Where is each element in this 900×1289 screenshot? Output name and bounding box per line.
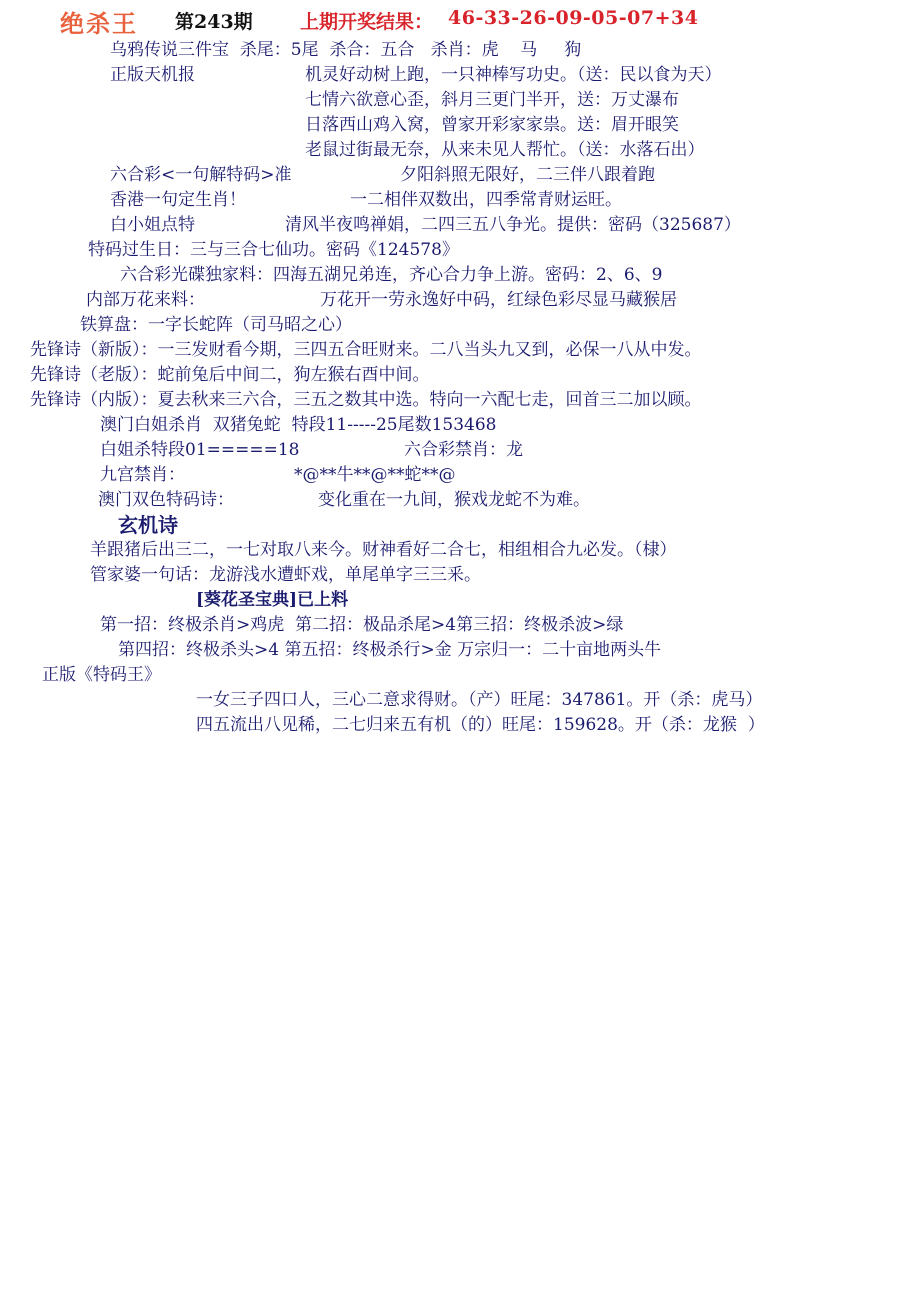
bulletin-text: 七情六欲意心歪，斜月三更门半开，送：万丈瀑布 xyxy=(305,90,679,110)
bulletin-text: 六合彩光碟独家料：四海五湖兄弟连，齐心合力争上游。密码：2、6、9 xyxy=(120,265,663,285)
bulletin-text: 万花开一劳永逸好中码，红绿色彩尽显马藏猴居 xyxy=(320,290,677,310)
bulletin-text: 正版天机报 xyxy=(110,65,195,85)
bulletin-text: 第一招：终极杀肖>鸡虎 第二招：极品杀尾>4第三招：终极杀波>绿 xyxy=(100,615,624,635)
bulletin-text: 夕阳斜照无限好，二三伴八跟着跑 xyxy=(400,165,655,185)
bulletin-line xyxy=(0,163,900,188)
bulletin-text: 老鼠过街最无奈，从来未见人帮忙。（送：水落石出） xyxy=(305,140,705,160)
bulletin-line xyxy=(0,63,900,88)
bulletin-line xyxy=(0,638,900,663)
bulletin-line xyxy=(0,138,900,163)
bulletin-line xyxy=(0,288,900,313)
bulletin-text: 白小姐点特 xyxy=(110,215,195,235)
bulletin-text: *@**牛**@**蛇**@ xyxy=(294,465,456,485)
bulletin-text: 先锋诗（老版）：蛇前兔后中间二，狗左猴右酉中间。 xyxy=(30,365,430,385)
bulletin-text: 六合彩禁肖：龙 xyxy=(404,440,523,460)
previous-result-label: 上期开奖结果： xyxy=(300,11,434,33)
bulletin-line xyxy=(0,338,900,363)
previous-result-value: 46-33-26-09-05-07+34 xyxy=(448,7,699,29)
bulletin-line xyxy=(0,113,900,138)
bulletin-text: 变化重在一九间，猴戏龙蛇不为难。 xyxy=(318,490,590,510)
bulletin-text: 一二相伴双数出，四季常青财运旺。 xyxy=(350,190,622,210)
bulletin-text: 铁算盘：一字长蛇阵（司马昭之心） xyxy=(80,315,352,335)
bulletin-text: 一女三子四口人，三心二意求得财。（产）旺尾：347861。开（杀：虎马） xyxy=(196,690,763,710)
bulletin-line xyxy=(0,488,900,513)
bulletin-line xyxy=(0,713,900,738)
brand-title: 绝杀王 xyxy=(60,9,138,38)
bulletin-line xyxy=(0,238,900,263)
bulletin-line xyxy=(0,663,900,688)
bulletin-line xyxy=(0,463,900,488)
bulletin-text: 内部万花来料： xyxy=(86,290,205,310)
bulletin-line xyxy=(0,313,900,338)
issue-number: 第243期 xyxy=(175,11,253,33)
bulletin-text: [葵花圣宝典]已上料 xyxy=(196,590,349,610)
bulletin-line xyxy=(0,188,900,213)
bulletin-line xyxy=(0,213,900,238)
bulletin-text: 日落西山鸡入窝，曾家开彩家家祟。送：眉开眼笑 xyxy=(305,115,679,135)
bulletin-text: 澳门白姐杀肖 双猪兔蛇 特段11-----25尾数153468 xyxy=(100,415,497,435)
bulletin-text: 正版《特码王》 xyxy=(42,665,161,685)
bulletin-line xyxy=(0,538,900,563)
bulletin-text: 先锋诗（内版）：夏去秋来三六合，三五之数其中选。特向一六配七走，回首三二加以顾。 xyxy=(30,390,702,410)
bulletin-text: 乌鸦传说三件宝 杀尾：5尾 杀合：五合 杀肖：虎 马 狗 xyxy=(110,40,582,60)
bulletin-line xyxy=(0,263,900,288)
bulletin-line xyxy=(0,363,900,388)
bulletin-line xyxy=(0,563,900,588)
bulletin-line xyxy=(0,388,900,413)
bulletin-text: 清风半夜鸣禅娟，二四三五八争光。提供：密码（325687） xyxy=(285,215,741,235)
bulletin-text: 六合彩<一句解特码>准 xyxy=(110,165,292,185)
bulletin-text: 四五流出八见稀，二七归来五有机（的）旺尾：159628。开（杀：龙猴 ） xyxy=(196,715,765,735)
bulletin-text: 香港一句定生肖！ xyxy=(110,190,246,210)
bulletin-body xyxy=(0,38,900,738)
bulletin-text: 玄机诗 xyxy=(118,513,178,537)
bulletin-text: 九宫禁肖： xyxy=(100,465,185,485)
bulletin-line xyxy=(0,688,900,713)
bulletin-text: 特码过生日：三与三合七仙功。密码《124578》 xyxy=(88,240,459,260)
bulletin-text: 羊跟猪后出三二，一七对取八来今。财神看好二合七，相组相合九必发。（棣） xyxy=(90,540,677,560)
bulletin-line xyxy=(0,413,900,438)
bulletin-line xyxy=(0,613,900,638)
bulletin-text: 机灵好动树上跑，一只神棒写功史。（送：民以食为天） xyxy=(305,65,722,85)
bulletin-text: 管家婆一句话：龙游浅水遭虾戏，单尾单字三三釆。 xyxy=(90,565,481,585)
bulletin-line xyxy=(0,438,900,463)
page-header xyxy=(0,0,900,38)
bulletin-text: 白姐杀特段01=====18 xyxy=(100,440,300,460)
bulletin-line xyxy=(0,588,900,613)
bulletin-line xyxy=(0,38,900,63)
bulletin-line xyxy=(0,88,900,113)
bulletin-line xyxy=(0,513,900,538)
bulletin-text: 澳门双色特码诗： xyxy=(98,490,234,510)
bulletin-text: 先锋诗（新版）：一三发财看今期，三四五合旺财来。二八当头九又到，必保一八从中发。 xyxy=(30,340,702,360)
bulletin-text: 第四招：终极杀头>4 第五招：终极杀行>金 万宗归一：二十亩地两头牛 xyxy=(118,640,662,660)
